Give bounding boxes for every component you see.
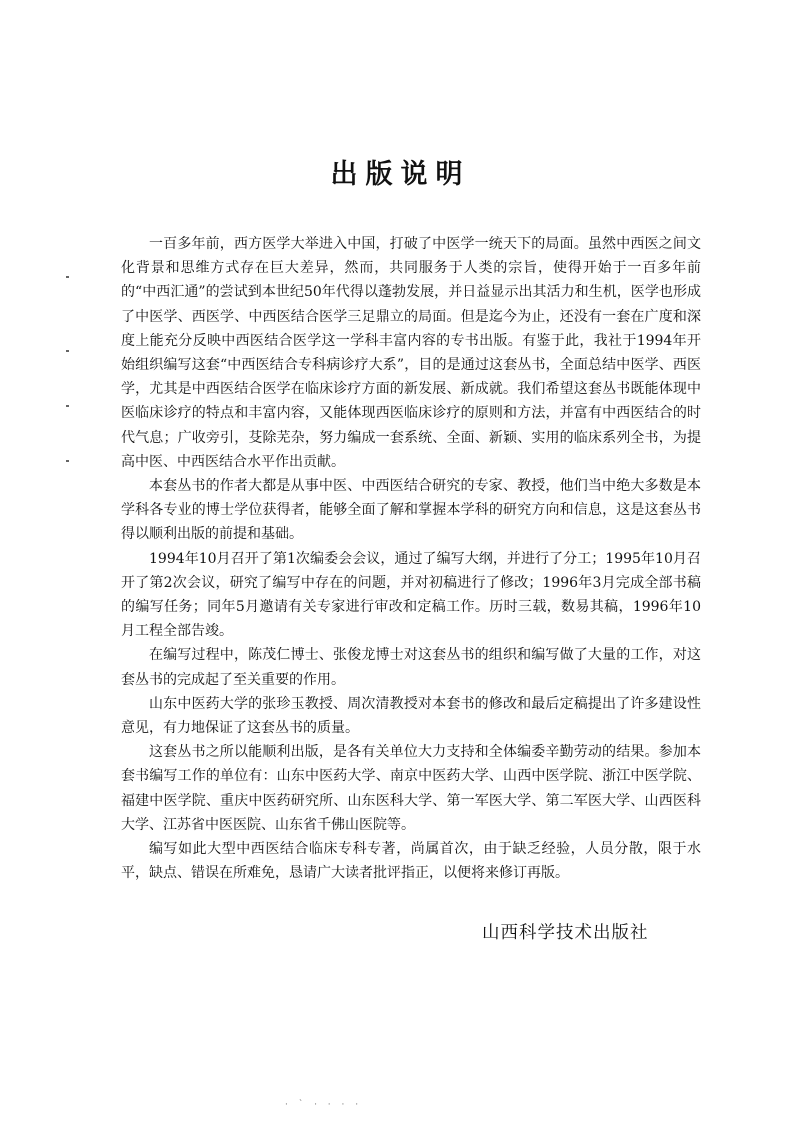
paragraph-7: 编写如此大型中西医结合临床专科专著，尚属首次，由于缺乏经验，人员分散，限于水平，缺点、错误在所难免，恳请广大读者批评指正，以便将来修订再版。: [121, 841, 701, 882]
paragraph-6: 这套丛书之所以能顺利出版，是各有关单位大力支持和全体编委辛勤劳动的结果。参加本套书编写工作的单位有：山东中医药大学、南京中医药大学、山西中医学院、浙江中医学院、福建中医学院、重庆中医药研究所、山东医科大学、第一军医大学、第二军医大学、山西医科大学、江苏省中医医院、山东省千佛山医院等。: [121, 744, 701, 833]
paragraph-5: 山东中医药大学的张珍玉教授、周次清教授对本套书的修改和最后定稿提出了许多建设性意见，有力地保证了这套丛书的质量。: [121, 695, 701, 737]
paragraph-2: 本套丛书的作者大都是从事中医、中西医结合研究的专家、教授，他们当中绝大多数是本学科各专业的博士学位获得者，能够全面了解和掌握本学科的研究方向和信息，这是这套丛书得以顺利出版的前提和基础。: [121, 478, 701, 543]
paragraph-3: 1994年10月召开了第1次编委会会议，通过了编写大纲，并进行了分工；1995年10月召开了第2次会议，研究了编写中存在的问题，并对初稿进行了修改；1996年3月完成全部书稿的编写任务；同年5月邀请有关专家进行审改和定稿工作。历时三载，数易其稿，1996年10月工程全部告竣。: [121, 550, 701, 640]
publisher-name: 山西科学技术出版社: [482, 923, 649, 943]
scan-speck: [66, 350, 69, 352]
paragraph-1: 一百多年前，西方医学大举进入中国，打破了中医学一统天下的局面。虽然中西医之间文化背景和思维方式存在巨大差异，然而，共同服务于人类的宗旨，使得开始于一百多年前的“中西汇通”的尝试到本世纪50年代得以蓬勃发展，并日益显示出其活力和生机，医学也形成了中医学、西医学、中西医结合医学三足鼎立的局面。但是迄今为止，还没有一套在广度和深度上能充分反映中西医结合医学这一学科丰富内容的专书出版。有鉴于此，我社于1994年开始组织编写这套“中西医结合专科病诊疗大系”，目的是通过这套丛书，全面总结中医学、西医学，尤其是中西医结合医学在临床诊疗方面的新发展、新成就。我们希望这套丛书既能体现中医临床诊疗的特点和丰富内容，又能体现西医临床诊疗的原则和方法，并富有中西医结合的时代气息；广收旁引，芟除芜杂，努力编成一套系统、全面、新颖、实用的临床系列全书，为提高中医、中西医结合水平作出贡献。: [121, 236, 701, 470]
scan-speck: [66, 405, 69, 407]
body-text: [121, 232, 701, 885]
scan-speck: [66, 276, 69, 278]
scan-specks: · ˋ · · · ·: [285, 1100, 363, 1110]
page-title: 出版说明: [330, 159, 471, 190]
scan-speck: [66, 460, 69, 462]
paragraph-4: 在编写过程中，陈茂仁博士、张俊龙博士对这套丛书的组织和编写做了大量的工作，对这套丛书的完成起了至关重要的作用。: [121, 647, 701, 688]
